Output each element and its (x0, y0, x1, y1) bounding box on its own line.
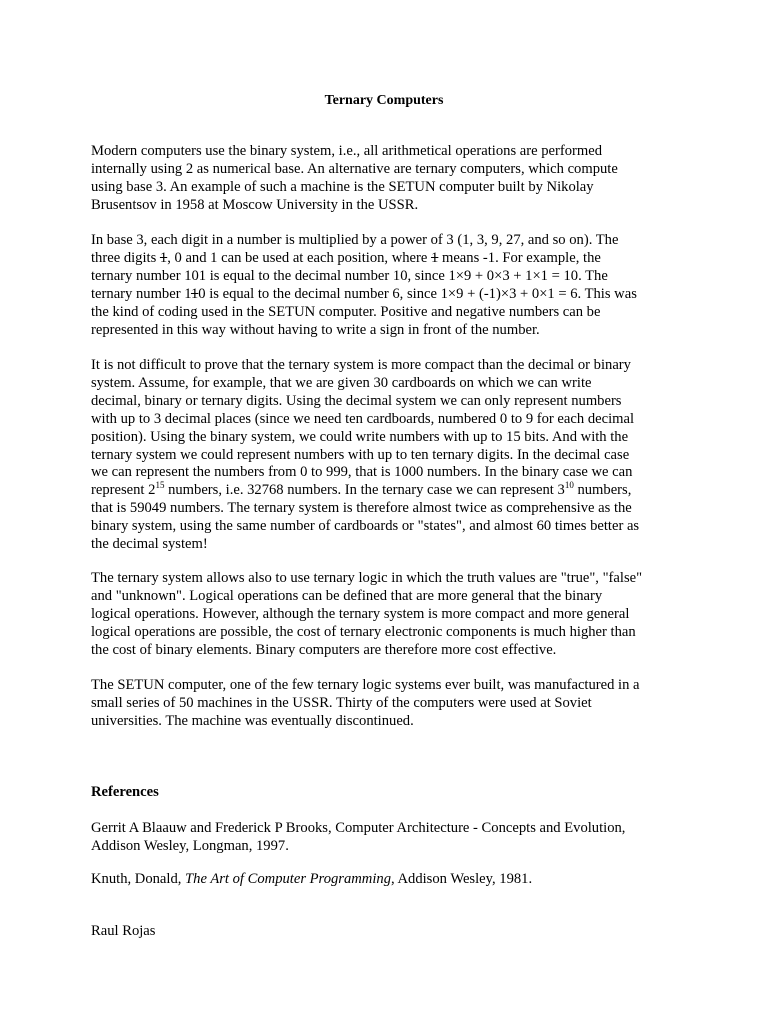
exponent: 15 (155, 480, 165, 491)
text-line: represented in this way without having to write a sign in front of the number. (91, 321, 540, 338)
text-line: three digits 1, 0 and 1 can be used at each position, where 1 means -1. For example, the (91, 249, 601, 266)
document-title: Ternary Computers (324, 93, 444, 108)
text-line: internally using 2 as numerical base. An alternative are ternary computers, which compute (91, 160, 618, 177)
text-line: Addison Wesley, Longman, 1997. (91, 837, 289, 854)
text-line: universities. The machine was eventually discontinued. (91, 712, 414, 729)
references-heading: References (91, 784, 159, 800)
negative-one-digit: 1 (159, 249, 168, 266)
text-line: binary system, using the same number of cardboards or "states", and almost 60 times better as (91, 518, 640, 535)
text-line: In base 3, each digit in a number is multiplied by a power of 3 (1, 3, 9, 27, and so on). The (91, 232, 619, 248)
negative-one-digit: 1 (190, 285, 199, 302)
paragraph-compactness (91, 357, 681, 554)
text-line: using base 3. An example of such a machine is the SETUN computer built by Nikolay (91, 178, 594, 195)
text-line: the kind of coding used in the SETUN computer. Positive and negative numbers can be (91, 303, 601, 320)
text-line: position). Using the binary system, we could write numbers with up to 15 bits. And with the (91, 428, 629, 445)
paragraph-ternary-logic (91, 570, 681, 660)
exponent: 10 (564, 480, 574, 491)
text-line: The SETUN computer, one of the few ternary logic systems ever built, was manufactured in a (91, 677, 640, 693)
text-line: small series of 50 machines in the USSR. Thirty of the computers were used at Soviet (91, 694, 592, 711)
text-line: and "unknown". Logical operations can be defined that are more general that the binary (91, 587, 603, 604)
text-line: ternary number 110 is equal to the decimal number 6, since 1×9 + (-1)×3 + 0×1 = 6. This was (91, 285, 637, 302)
text-line: we can represent the numbers from 0 to 999, that is 1000 numbers. In the binary case we can (91, 464, 633, 481)
text-line: the decimal system! (91, 536, 208, 553)
paragraph-setun (91, 677, 681, 731)
text-line: logical operations are possible, the cost of ternary electronic components is much higher than (91, 623, 636, 640)
text-line: ternary number 101 is equal to the decimal number 10, since 1×9 + 0×3 + 1×1 = 10. The (91, 267, 608, 284)
negative-one-digit: 1 (431, 249, 439, 266)
paragraph-base3 (91, 232, 681, 339)
text-line: logical operations. However, although the ternary system is more compact and more general (91, 605, 630, 622)
text-line: ternary system we could represent numbers with up to ten ternary digits. In the decimal case (91, 446, 630, 463)
text-line: represent $2^{15}$ numbers, i.e. 32768 numbers. In the ternary case we can represent $3^{10}$ numbers, (91, 480, 632, 499)
text-line: Gerrit A Blaauw and Frederick P Brooks, Computer Architecture - Concepts and Evolution, (91, 820, 626, 836)
text-line: Brusentsov in 1958 at Moscow University in the USSR. (91, 196, 419, 213)
text-line: that is 59049 numbers. The ternary system is therefore almost twice as comprehensive as the (91, 500, 632, 517)
text-line: decimal, binary or ternary digits. Using the decimal system we can only represent numbers (91, 392, 622, 409)
author-name: Raul Rojas (91, 923, 156, 939)
text-line: The ternary system allows also to use ternary logic in which the truth values are "true", "false" (91, 570, 643, 586)
text-line: the cost of binary elements. Binary computers are therefore more cost effective. (91, 641, 557, 658)
book-title: The Art of Computer Programming (185, 871, 391, 887)
text-line: system. Assume, for example, that we are given 30 cardboards on which we can write (91, 374, 592, 391)
text-line: Knuth, Donald, The Art of Computer Programming, Addison Wesley, 1981. (91, 871, 533, 887)
reference-blaauw-brooks (91, 820, 681, 856)
text-line: Modern computers use the binary system, i.e., all arithmetical operations are performed (91, 143, 603, 159)
paragraph-intro (91, 143, 681, 215)
text-line: with up to 3 decimal places (since we need ten cardboards, numbered 0 to 9 for each decimal (91, 410, 635, 427)
reference-knuth (91, 871, 681, 889)
text-line: It is not difficult to prove that the ternary system is more compact than the decimal or binary (91, 357, 631, 373)
